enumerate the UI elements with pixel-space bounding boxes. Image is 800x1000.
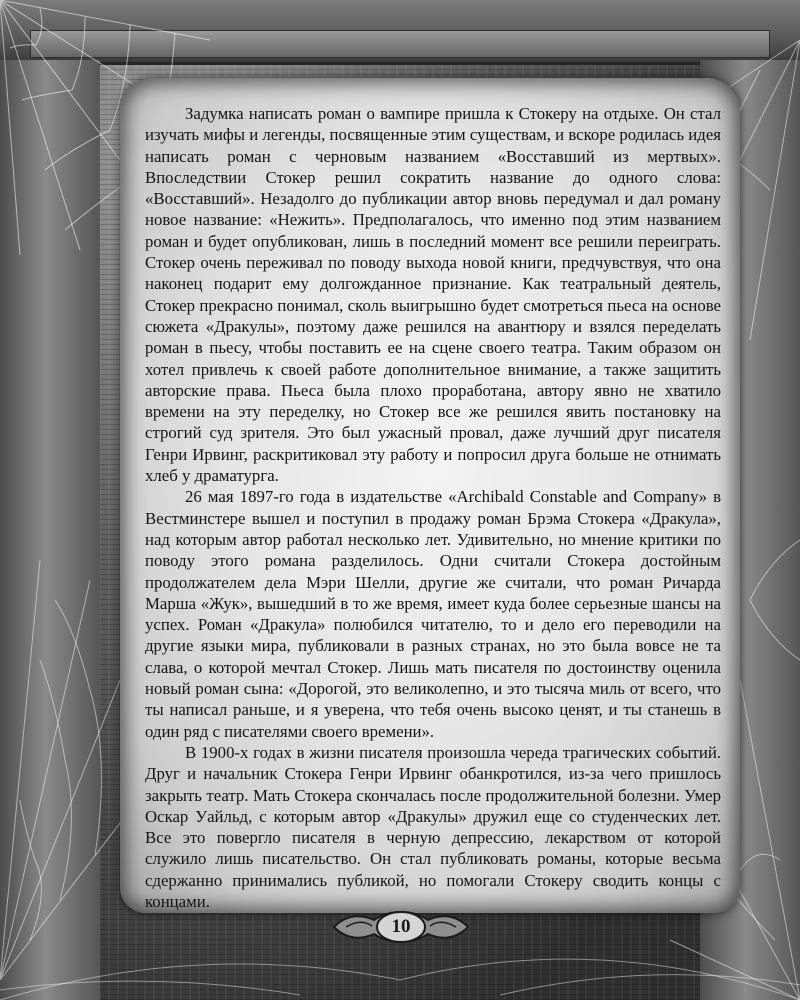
left-stone-pillar bbox=[0, 60, 100, 1000]
stone-lintel bbox=[0, 0, 800, 65]
paragraph-3: В 1900-х годах в жизни писателя произошла череда трагических событий. Друг и начальник Стокера Генри Ирвинг обанкротился, из-за чего пришлось закрыть театр. Мать Стокера скончалась после продолжительной болезни. Умер Оскар Уайльд, с которым автор «Дракулы» дружил еще со студенческих лет. Все это повергло писателя в черную депрессию, лекарством от которой служило лишь писательство. Он стал публиковать романы, которые весьма сдержанно принимались публикой, но помогали Стокеру сводить концы с концами. bbox=[145, 742, 721, 911]
paragraph-2: 26 мая 1897-го года в издательстве «Archibald Constable and Company» в Вестминстере вышел и поступил в продажу роман Брэма Стокера «Дракула», над которым автор работал несколько лет. Удивительно, но мнение критики по поводу этого романа разделилось. Одни считали Стокера достойным продолжателем дела Мэри Шелли, другие же считали, что роман Ричарда Марша «Жук», вышедший в то же время, имеет куда более серьезные шансы на успех. Роман «Дракула» полюбился читателю, то и дело его переводили на другие языки мира, публиковали в разных странах, но это была вовсе не та слава, о которой мечтал Стокер. Лишь мать писателя по достоинству оценила новый роман сына: «Дорогой, это великолепно, и это тысяча миль от всего, что ты написал раньше, и я уверена, что тебя очень высоко ценят, и ты станешь в один ряд с писателями своего времени». bbox=[145, 487, 721, 741]
article-text bbox=[145, 103, 721, 912]
paragraph-1: Задумка написать роман о вампире пришла к Стокеру на отдыхе. Он стал изучать мифы и легенды, посвященные этим существам, и вскоре родилась идея написать роман с черновым названием «Восставший из мертвых». Впоследствии Стокер решил сократить название до одного слова: «Восставший». Незадолго до публикации автор вновь передумал и дал роману новое название: «Нежить». Предполагалось, что именно под этим названием роман и будет опубликован, лишь в последний момент все решили переиграть. Стокер очень переживал по поводу выхода новой книги, предчувствуя, что она наконец подарит ему долгожданное признание. Как театральный деятель, Стокер прекрасно понимал, сколь выигрышно будет смотреться пьеса на основе сюжета «Дракулы», поэтому даже решился на авантюру и взялся переделать роман в пьесу, чтобы поставить ее на сцене своего театра. Таким образом он хотел привлечь к своей работе дополнительное внимание, а также защитить авторские права. Пьеса была плохо проработана, автору явно не хватило времени на эту переделку, но Стокер все же решился явить постановку на строгий суд зрителя. Это был ужасный провал, даже лучший друг писателя Генри Ирвинг, раскритиковал эту работу и попросил друга больше не отнимать хлеб у драматурга. bbox=[145, 104, 721, 486]
stone-lintel-inner bbox=[30, 30, 770, 58]
page-number: 10 bbox=[391, 916, 411, 937]
